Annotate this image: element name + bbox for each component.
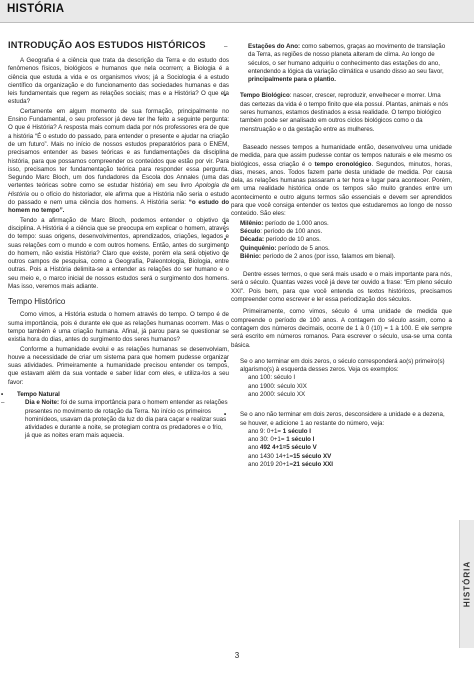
unit-text: : período de 100 anos.: [260, 227, 323, 235]
unit-label: Século: [240, 227, 261, 235]
page-number: 3: [234, 651, 240, 660]
item-text: como sabemos, graças ao movimento de translação da Terra, as regiões de nosso planeta alteram de clima. Ao longo de séculos, o ser humano adquiriu o conhecimento das estações do ano, entendendo a lógica da variação climática e usando disso ao seu favor,: [248, 43, 446, 75]
example-year: [248, 428, 452, 436]
bullet-label: Tempo Biológico: [240, 92, 290, 100]
paragraph-intro: A Geografia é a ciência que trata da descrição da Terra e do estudo dos fenômenos físicos, biológicos e humanos que nela ocorrem; a Biologia é a ciência que estuda a vida e os organismos vivos; já a Sociologia é a estudo científico da organização e do funcionamento das sociedades humanas e das leis fundamentais que regem as relações sociais; mas e a História? O que ela estuda?: [8, 57, 229, 106]
unit-item: [231, 220, 452, 228]
item-label: Dia e Noite:: [25, 399, 60, 407]
examples-list-1: [231, 374, 452, 399]
bullet-label: Tempo Natural: [17, 390, 60, 398]
term-chronological: tempo cronológico: [314, 160, 372, 168]
paragraph-text: ou o ofício do historiador, ele afirma que a História não seria o estudo do passado e nem uma ciência dos homens. A História seria:: [8, 190, 229, 207]
item-label: Estações do Ano:: [248, 43, 301, 50]
unit-text: período de 2 anos (por isso, falamos em bienal).: [260, 252, 396, 260]
paragraph-chronological: [231, 144, 452, 219]
unit-item: [231, 245, 452, 253]
example-result: 1 século I: [282, 427, 311, 435]
bullet-biological-time: [231, 92, 452, 133]
time-list-cont: [231, 43, 452, 134]
example-result: 15 século XV: [293, 452, 332, 460]
paragraph-time-system: Conforme a humanidade evolui e as relações humanas se desenvolviam, houve a necessidade de criar um sistema para que homem pudesse organizar suas atividades. Primeiramente a humanidade precisou entender os tempos, que estavam além da sua vontade e saber lidar com eles, e utiliza-los a seu favor:: [8, 345, 229, 386]
unit-text: período de 10 anos.: [264, 236, 321, 244]
paragraph-text: Baseado nesses tempos a humanidade então, desenvolveu uma unidade de medida, para que assim pudesse contar os tempos naturais e ele mesmo os biológicos, essa criação é o: [231, 143, 452, 168]
paragraph-text: Certamente em algum momento de sua formação, principalmente no Ensino Fundamental, o seu professor já deve ter lhe feito a seguinte pergunta: O que é História? A resposta mais comum dada por nós professores era de que a história “É o estudo do passado, para entender o presente e ajudar na criação de um futuro”. Mais no início de nossos estudos preparatórios para o ENEM, precisamos entender as bases teóricas e as fundamentações da disciplina história, para que possamos compreender os conteúdos que estão por vir. Para isso, precisamos ter fundamentação teórica para responder essa pergunta. Segundo Marc Bloch, um dos fundadores da Escola dos Annales (uma das vertentes teóricas sobre como se estudar história) em seu livro: [8, 107, 229, 190]
unit-item: [231, 228, 452, 236]
example-prefix: ano 9: 0+1=: [248, 427, 283, 435]
paragraph-text: . Segundos, minutos, horas, dias, meses, anos. Todos fazem parte desta unidade de medida. Por causa dela, as relações humanas passaram a ter hora e lugar para acontecer. Porém, em uma realidade histórica onde os tempos são muito grandes entre um acontecimento e outro alguns termos são essenciais e devem ser aprendidos para que você consiga entender os textos que estudaremos ao longo de nosso conteúdo. São eles:: [231, 160, 453, 218]
item-day-night: [8, 399, 229, 440]
rule-text: Se o ano não terminar em dois zeros, desconsidere a unidade e a dezena, se houver, e adicione 1 ao restante do número, veja:: [240, 411, 445, 427]
example-prefix: ano 1430 14+1=: [248, 452, 294, 460]
unit-label: Biênio:: [240, 252, 261, 260]
example-year: ano 1900: século XIX: [248, 382, 307, 390]
item-text: foi de suma importância para o homem entender as relações presentes no movimento de rotação da Terra. No início os primeiros hominídeos, usavam da proteção da luz do dia para caçar e realizar suas atividades e durante a noite, se protegiam contra os predadores e o frio, já que as noites eram mais aquecia.: [25, 399, 228, 440]
unit-item: [231, 253, 452, 261]
item-seasons: [231, 43, 452, 84]
book-title: Apologia da História: [8, 182, 229, 198]
left-column: [8, 40, 229, 441]
example-prefix: ano 2019 20+1=: [248, 461, 294, 469]
example-year: ano 2000: século XX: [248, 390, 306, 398]
rule-item: [231, 411, 452, 428]
example-result: 1 século I: [286, 436, 315, 444]
paragraph-century-importance: Dentre esses termos, o que será mais usado e o mais importante para nós, será o século. Quantas vezes você já deve ter ouvido a frase: “Em pleno século XXI”. Pois bem, para que você entenda os textos históricos, precisamos compreender como escrever e ler essa periodização dos séculos.: [231, 271, 452, 304]
example-prefix: ano: [248, 444, 261, 452]
item-emphasis: principalmente para o plantio.: [248, 76, 337, 84]
header-title: HISTÓRIA: [7, 3, 65, 15]
century-rules: [231, 358, 452, 375]
example-result: 492 4+1=5 século V: [260, 444, 317, 452]
example-year: [248, 444, 452, 452]
section-title: INTRODUÇÃO AOS ESTUDOS HISTÓRICOS: [8, 40, 206, 50]
unit-label: Milênio:: [240, 219, 264, 227]
bullet-natural-time: [8, 391, 229, 399]
paragraph-what-is-history: [8, 108, 229, 216]
unit-item: [231, 236, 452, 244]
rule-text: Se o ano terminar em dois zeros, o século corresponderá ao(s) primeiro(s) algarismo(s) à esquerda desses zeros. Veja os exemplos:: [240, 357, 445, 374]
unit-text: período de 1.000 anos.: [263, 219, 329, 227]
century-rules-2: [231, 411, 452, 428]
side-tab-label: HISTÓRIA: [462, 560, 472, 608]
unit-label: Década:: [240, 236, 265, 244]
example-year: [248, 436, 452, 444]
bullet-text: : nascer, crescer, reproduzir, envelhecer e morrer. Uma das certezas da vida é o tempo finito que ela possui. Plantas, animais e nós seres humanos, estamos destinados a essa realidade. O tempo biológico também pode ser analisado em outros ciclos biológicos como o da menstruação e o da gestação entre as mulheres.: [240, 92, 449, 133]
side-tab: [459, 520, 474, 648]
example-year: ano 100: século I: [248, 374, 296, 382]
unit-label: Quinquênio:: [240, 244, 277, 252]
subsection-title: Tempo Histórico: [8, 297, 66, 307]
paragraph-history-objective: Tendo a afirmação de Marc Bloch, podemos entender o objetivo da disciplina. A História é a ciência que se preocupa em explicar o homem, através do tempo: suas origens, desenvolvimentos, aprendizados, criações, legados e suas relações com o mundo e com outros homens. Então, antes do surgimento do homem, não existia História? Claro que existe, porém ela será objetivo de outros campos de pesquisa, como a Geografia, Paleontologia, Biologia, entre outras. Pois a História delimita-se a entender as relações do ser humano e o seu meio e, o marco inicial de nossos estudos será o surgimento dos homens. Mas isso, veremos mais adiante.: [8, 216, 229, 291]
time-list: [8, 391, 229, 441]
right-column: [231, 43, 452, 469]
example-year: [248, 461, 452, 469]
rule-item: [231, 358, 452, 375]
units-list: [231, 220, 452, 261]
paragraph-time: Como vimos, a História estuda o homem através do tempo. O tempo é de suma importância, pois é durante ele que as relações humanas ocorrem. Mas o tempo também é uma criação humana. Afinal, já parou para se questionar se existia hora do dias, antes do surgimento dos seres humanos?: [8, 311, 229, 344]
bloch-quote: “o estudo do homem no tempo”.: [8, 199, 229, 215]
example-year: [248, 453, 452, 461]
page-header: [0, 0, 474, 23]
example-prefix: ano 30: 0+1=: [248, 436, 287, 444]
examples-list-2: [231, 428, 452, 469]
paragraph-century-definition: Primeiramente, como vimos, século é uma unidade de medida que compreende o período de 100 anos. A contagem do século assim, como a contagem dos números decimais, ocorre de 1 à 0 (10) = 1 à 100. E ele sempre será escrito em números romanos. Para escrever o século, usa-se uma conta básica.: [231, 308, 452, 349]
unit-text: período de 5 anos.: [276, 244, 330, 252]
example-result: 21 século XXI: [293, 461, 333, 469]
